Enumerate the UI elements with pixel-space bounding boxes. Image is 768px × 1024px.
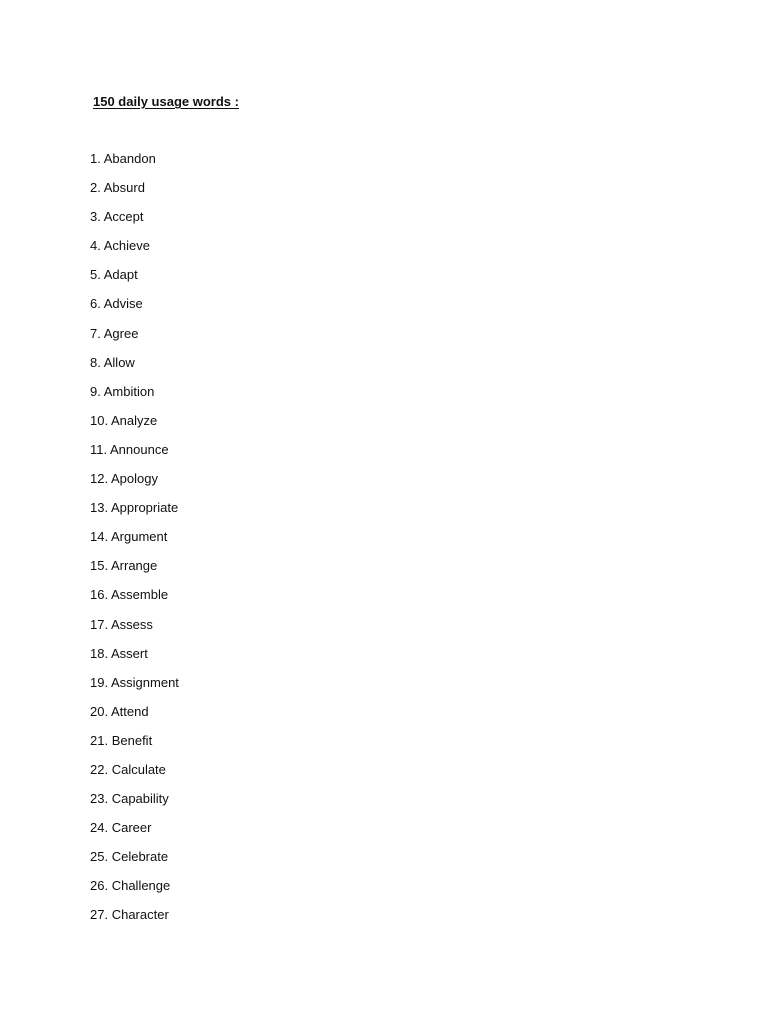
list-item-number: 6. [90,296,101,312]
list-item [90,412,179,441]
list-item [90,877,179,906]
list-item-word: Benefit [111,732,153,748]
list-item [90,237,179,266]
list-item [90,354,179,383]
list-item-number: 11. [90,441,108,457]
list-item [90,674,179,703]
list-item-number: 4. [90,238,101,254]
list-item [90,499,179,528]
list-item-word: Allow [103,354,135,370]
list-item [90,645,179,674]
list-item [90,732,179,761]
list-item [90,528,179,557]
document-title: 150 daily usage words : [93,94,239,109]
list-item [90,819,179,848]
list-item [90,150,179,179]
list-item-word: Character [111,907,169,923]
list-item-number: 14. [90,529,109,545]
list-item-number: 19. [90,674,109,690]
list-item-number: 25. [90,849,109,865]
list-item-word: Accept [103,209,144,225]
list-item-number: 8. [90,354,101,370]
list-item-number: 10. [90,412,109,428]
list-item-number: 26. [90,878,109,894]
list-item-word: Agree [103,325,139,341]
list-item-number: 15. [90,558,109,574]
list-item-number: 24. [90,820,109,836]
list-item [90,557,179,586]
list-item-word: Capability [111,791,169,807]
list-item-word: Announce [110,441,169,457]
list-item [90,325,179,354]
list-item-number: 21. [90,732,109,748]
list-item [90,586,179,615]
list-item-word: Analyze [110,412,158,428]
list-item-number: 27. [90,907,109,923]
list-item [90,906,179,935]
list-item-number: 23. [90,791,109,807]
list-item-word: Assemble [110,587,169,603]
list-item [90,616,179,645]
list-item-number: 2. [90,180,101,196]
list-item-word: Attend [110,703,149,719]
list-item-number: 16. [90,587,109,603]
list-item-word: Assignment [110,674,179,690]
list-item-word: Achieve [103,238,150,254]
list-item-word: Celebrate [111,849,169,865]
list-item-word: Argument [110,529,168,545]
list-item-word: Absurd [103,180,145,196]
list-item [90,761,179,790]
list-item-number: 9. [90,383,101,399]
list-item [90,703,179,732]
list-item [90,208,179,237]
list-item [90,383,179,412]
list-item-number: 22. [90,761,109,777]
list-item [90,470,179,499]
list-item-number: 17. [90,616,109,632]
list-item-word: Ambition [103,383,155,399]
list-item-word: Assess [110,616,153,632]
list-item [90,266,179,295]
list-item-word: Career [111,820,152,836]
list-item-number: 12. [90,471,109,487]
list-item-number: 7. [90,325,101,341]
word-list [90,150,179,936]
list-item [90,790,179,819]
list-item-number: 1. [90,151,101,166]
list-item-number: 5. [90,267,101,283]
list-item-word: Abandon [103,151,156,166]
list-item-word: Appropriate [110,500,179,516]
list-item-word: Apology [110,471,158,487]
list-item-word: Assert [110,645,148,661]
list-item-word: Calculate [111,761,166,777]
list-item-word: Challenge [111,878,171,894]
list-item-word: Adapt [103,267,138,283]
list-item-number: 20. [90,703,109,719]
list-item [90,441,179,470]
list-item-number: 13. [90,500,109,516]
list-item [90,179,179,208]
list-item-word: Arrange [110,558,158,574]
list-item [90,295,179,324]
list-item-number: 18. [90,645,109,661]
list-item [90,848,179,877]
list-item-number: 3. [90,209,101,225]
list-item-word: Advise [103,296,143,312]
